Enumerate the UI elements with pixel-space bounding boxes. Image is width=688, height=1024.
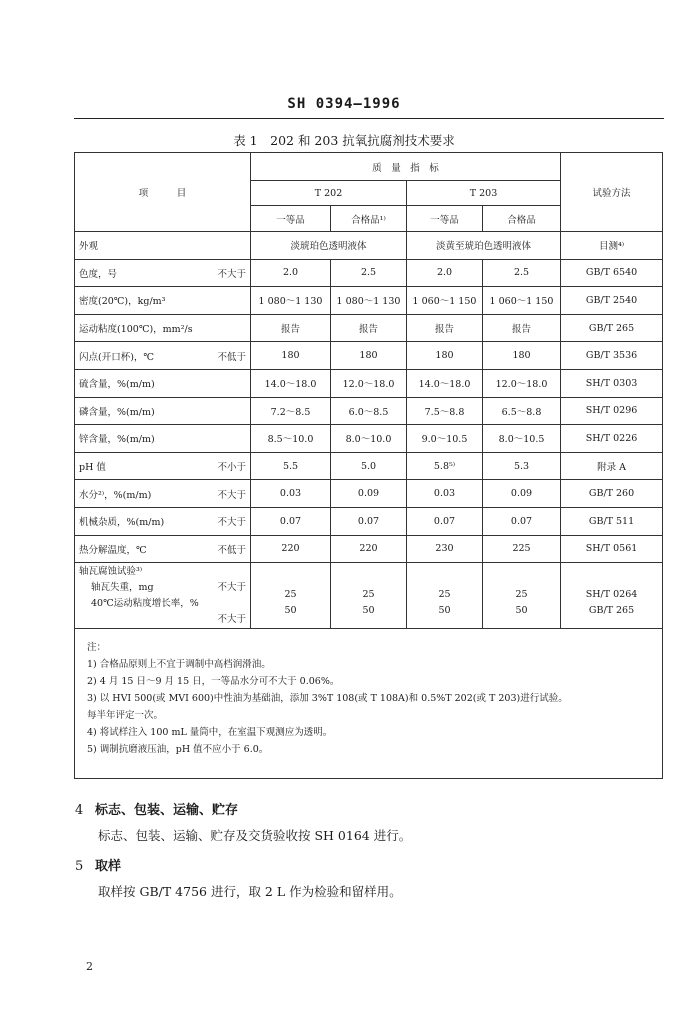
corrosion-value-2: 50 bbox=[515, 604, 528, 616]
method-cell: GB/T 511 bbox=[561, 507, 663, 535]
section-number: 4 bbox=[75, 803, 84, 818]
value-cell: 1 080～1 130 bbox=[331, 287, 407, 315]
method-cell: 附录 A bbox=[561, 452, 663, 480]
item-cell bbox=[75, 452, 251, 480]
value-cell: 8.0～10.5 bbox=[483, 425, 561, 453]
section-title: 取样 bbox=[95, 859, 122, 874]
value-cell: 2.5 bbox=[331, 259, 407, 287]
item-label: 密度(20℃)，kg/m³ bbox=[79, 296, 166, 308]
value-cell: 220 bbox=[331, 535, 407, 563]
item-label: 水分²⁾，%(m/m) bbox=[79, 489, 152, 501]
value-cell: 7.5～8.8 bbox=[407, 397, 483, 425]
corrosion-value-2: 50 bbox=[362, 604, 375, 616]
item-cell bbox=[75, 480, 251, 508]
value-cell: 2.5 bbox=[483, 259, 561, 287]
method-cell: GB/T 265 bbox=[561, 314, 663, 342]
corrosion-value-1: 25 bbox=[515, 588, 528, 600]
method-header: 试验方法 bbox=[561, 153, 663, 232]
value-cell: 1 080～1 130 bbox=[251, 287, 331, 315]
item-label: 外观 bbox=[79, 241, 99, 253]
value-cell: 5.8⁵⁾ bbox=[407, 452, 483, 480]
note-line: 4) 将试样注入 100 mL 量筒中，在室温下观测应为透明。 bbox=[87, 727, 333, 739]
value-cell: 180 bbox=[251, 342, 331, 370]
method-cell: SH/T 0296 bbox=[561, 397, 663, 425]
value-cell: 6.5～8.8 bbox=[483, 397, 561, 425]
item-cell bbox=[75, 314, 251, 342]
method-cell bbox=[561, 563, 663, 629]
item-label: 锌含量，%(m/m) bbox=[79, 434, 155, 446]
corrosion-value-2: 50 bbox=[438, 604, 451, 616]
value-cell: 0.09 bbox=[483, 480, 561, 508]
section-text-4: 标志、包装、运输、贮存及交货验收按 SH 0164 进行。 bbox=[98, 828, 412, 843]
corrosion-cond-2: 不大于 bbox=[217, 613, 246, 625]
table-row bbox=[75, 232, 663, 260]
method-cell: 目测⁴⁾ bbox=[561, 232, 663, 260]
note-line: 5) 调制抗磨液压油，pH 值不应小于 6.0。 bbox=[87, 744, 269, 756]
value-cell: 0.07 bbox=[483, 507, 561, 535]
quality-header: 质 量 指 标 bbox=[251, 153, 561, 181]
table-row bbox=[75, 397, 663, 425]
value-cell: 报告 bbox=[331, 314, 407, 342]
corrosion-value-1: 25 bbox=[284, 588, 297, 600]
table-row bbox=[75, 369, 663, 397]
corrosion-item-2: 40℃运动粘度增长率，% bbox=[91, 597, 199, 609]
value-cell: 5.3 bbox=[483, 452, 561, 480]
item-label: 热分解温度，℃ bbox=[79, 544, 147, 556]
value-cell: 180 bbox=[407, 342, 483, 370]
item-label: pH 值 bbox=[79, 462, 106, 474]
section-number: 5 bbox=[75, 859, 84, 874]
value-cell: 220 bbox=[251, 535, 331, 563]
table-row-corrosion bbox=[75, 563, 663, 629]
value-cell bbox=[331, 563, 407, 629]
grade-pass-203: 合格品 bbox=[483, 206, 561, 232]
value-cell: 180 bbox=[331, 342, 407, 370]
item-cell bbox=[75, 563, 251, 629]
grade-pass-202: 合格品¹⁾ bbox=[331, 206, 407, 232]
item-cell bbox=[75, 342, 251, 370]
table-row bbox=[75, 314, 663, 342]
method-cell: GB/T 260 bbox=[561, 480, 663, 508]
item-cell bbox=[75, 259, 251, 287]
item-cell bbox=[75, 232, 251, 260]
note-line: 每半年评定一次。 bbox=[87, 710, 164, 722]
item-label: 运动粘度(100℃)，mm²/s bbox=[79, 324, 193, 336]
table-row bbox=[75, 287, 663, 315]
item-condition: 不小于 bbox=[217, 462, 246, 474]
grade-first-203: 一等品 bbox=[407, 206, 483, 232]
value-cell bbox=[483, 563, 561, 629]
corrosion-cond-1: 不大于 bbox=[217, 581, 246, 593]
value-cell: 淡琥珀色透明液体 bbox=[251, 232, 407, 260]
grade-first-202: 一等品 bbox=[251, 206, 331, 232]
item-cell bbox=[75, 507, 251, 535]
corrosion-method-2: GB/T 265 bbox=[588, 604, 635, 616]
standard-code: SH 0394—1996 bbox=[287, 96, 401, 112]
value-cell: 7.2～8.5 bbox=[251, 397, 331, 425]
t203-header: T 203 bbox=[407, 181, 561, 206]
value-cell: 230 bbox=[407, 535, 483, 563]
value-cell: 报告 bbox=[251, 314, 331, 342]
value-cell bbox=[407, 563, 483, 629]
value-cell bbox=[251, 563, 331, 629]
corrosion-method-1: SH/T 0264 bbox=[585, 588, 638, 600]
table-row bbox=[75, 480, 663, 508]
item-label: 磷含量，%(m/m) bbox=[79, 406, 155, 418]
value-cell: 12.0～18.0 bbox=[331, 369, 407, 397]
method-cell: SH/T 0561 bbox=[561, 535, 663, 563]
method-cell: GB/T 2540 bbox=[561, 287, 663, 315]
value-cell: 0.07 bbox=[407, 507, 483, 535]
page-number: 2 bbox=[86, 960, 93, 973]
item-condition: 不大于 bbox=[217, 517, 246, 529]
section-heading-4 bbox=[75, 799, 238, 818]
table-row bbox=[75, 535, 663, 563]
corrosion-item-1: 轴瓦失重，mg bbox=[91, 581, 154, 593]
value-cell: 0.07 bbox=[331, 507, 407, 535]
value-cell: 225 bbox=[483, 535, 561, 563]
value-cell: 2.0 bbox=[407, 259, 483, 287]
value-cell: 报告 bbox=[407, 314, 483, 342]
method-cell: SH/T 0226 bbox=[561, 425, 663, 453]
corrosion-value-1: 25 bbox=[362, 588, 375, 600]
corrosion-value-1: 25 bbox=[438, 588, 451, 600]
value-cell: 180 bbox=[483, 342, 561, 370]
value-cell: 14.0～18.0 bbox=[251, 369, 331, 397]
value-cell: 0.09 bbox=[331, 480, 407, 508]
value-cell: 9.0～10.5 bbox=[407, 425, 483, 453]
section-text-5: 取样按 GB/T 4756 进行，取 2 L 作为检验和留样用。 bbox=[98, 884, 402, 899]
value-cell: 1 060～1 150 bbox=[483, 287, 561, 315]
table-notes-row bbox=[75, 629, 663, 779]
note-line: 2) 4 月 15 日～9 月 15 日，一等品水分可不大于 0.06%。 bbox=[87, 676, 340, 688]
header-rule bbox=[74, 118, 664, 119]
table-row bbox=[75, 452, 663, 480]
section-title: 标志、包装、运输、贮存 bbox=[95, 803, 239, 818]
value-cell: 1 060～1 150 bbox=[407, 287, 483, 315]
item-cell bbox=[75, 425, 251, 453]
value-cell: 8.0～10.0 bbox=[331, 425, 407, 453]
table-title: 表 1 202 和 203 抗氧抗腐剂技术要求 bbox=[233, 133, 455, 148]
table-row bbox=[75, 259, 663, 287]
value-cell: 报告 bbox=[483, 314, 561, 342]
corrosion-value-2: 50 bbox=[284, 604, 297, 616]
table-row bbox=[75, 342, 663, 370]
value-cell: 14.0～18.0 bbox=[407, 369, 483, 397]
value-cell: 5.5 bbox=[251, 452, 331, 480]
note-line: 3) 以 HVI 500(或 MVI 600)中性油为基础油，添加 3%T 108(或 T 108A)和 0.5%T 202(或 T 203)进行试验。 bbox=[87, 693, 568, 705]
t202-header: T 202 bbox=[251, 181, 407, 206]
item-cell bbox=[75, 287, 251, 315]
method-cell: GB/T 6540 bbox=[561, 259, 663, 287]
item-label: 色度，号 bbox=[79, 268, 118, 280]
item-cell bbox=[75, 535, 251, 563]
corrosion-title: 轴瓦腐蚀试验³⁾ bbox=[79, 565, 143, 577]
value-cell: 6.0～8.5 bbox=[331, 397, 407, 425]
spec-table bbox=[74, 152, 663, 779]
method-cell: GB/T 3536 bbox=[561, 342, 663, 370]
value-cell: 2.0 bbox=[251, 259, 331, 287]
item-label: 机械杂质，%(m/m) bbox=[79, 517, 165, 529]
value-cell: 淡黄至琥珀色透明液体 bbox=[407, 232, 561, 260]
value-cell: 0.03 bbox=[407, 480, 483, 508]
notes-cell bbox=[75, 629, 663, 779]
section-heading-5 bbox=[75, 855, 121, 874]
item-label: 闪点(开口杯)，℃ bbox=[79, 351, 155, 363]
table-row bbox=[75, 507, 663, 535]
note-line: 1) 合格品原则上不宜于调制中高档润滑油。 bbox=[87, 659, 271, 671]
value-cell: 8.5～10.0 bbox=[251, 425, 331, 453]
item-condition: 不大于 bbox=[217, 489, 246, 501]
item-condition: 不低于 bbox=[217, 351, 246, 363]
item-cell bbox=[75, 369, 251, 397]
item-header: 项 目 bbox=[75, 153, 251, 232]
item-cell bbox=[75, 397, 251, 425]
item-label: 硫含量，%(m/m) bbox=[79, 379, 155, 391]
item-condition: 不大于 bbox=[217, 268, 246, 280]
value-cell: 0.03 bbox=[251, 480, 331, 508]
value-cell: 0.07 bbox=[251, 507, 331, 535]
method-cell: SH/T 0303 bbox=[561, 369, 663, 397]
value-cell: 5.0 bbox=[331, 452, 407, 480]
notes-title: 注： bbox=[87, 642, 107, 654]
table-row bbox=[75, 425, 663, 453]
item-condition: 不低于 bbox=[217, 544, 246, 556]
value-cell: 12.0～18.0 bbox=[483, 369, 561, 397]
